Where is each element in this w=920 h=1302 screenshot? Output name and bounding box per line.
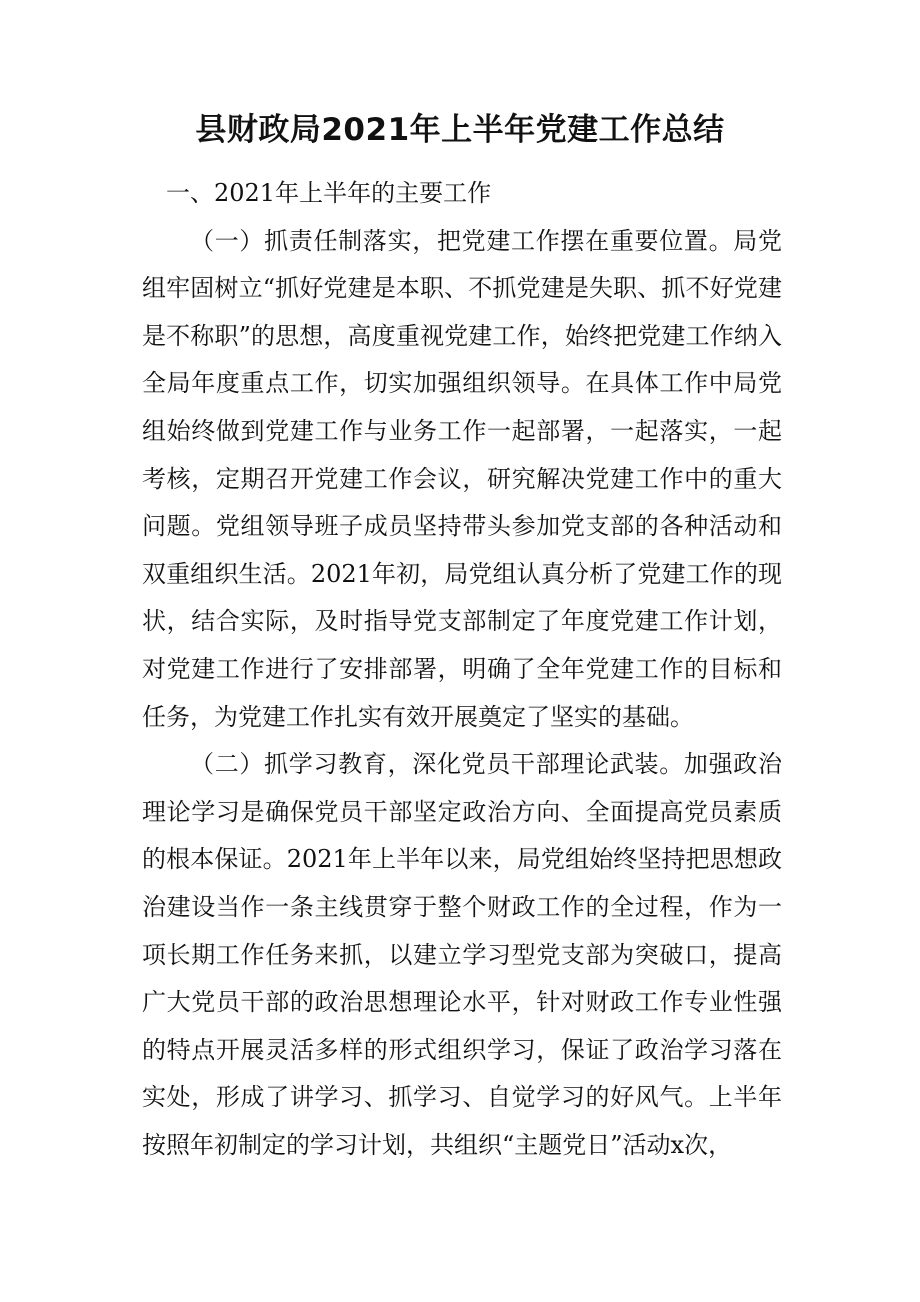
paragraph: （二）抓学习教育，深化党员干部理论武装。加强政治理论学习是确保党员干部坚定政治方向、全面提高党员素质的根本保证。2021年上半年以来，局党组始终坚持把思想政治建设当作一条主线贯穿于整个财政工作的全过程，作为一项长期工作任务来抓，以建立学习型党支部为突破口，提高广大党员干部的政治思想理论水平，针对财政工作专业性强的特点开展灵活多样的形式组织学习，保证了政治学习落在实处，形成了讲学习、抓学习、自觉学习的好风气。上半年按照年初制定的学习计划，共组织“主题党日”活动x次， bbox=[142, 750, 782, 1159]
paragraph: （一）抓责任制落实，把党建工作摆在重要位置。局党组牢固树立“抓好党建是本职、不抓党建是失职、抓不好党建是不称职”的思想，高度重视党建工作，始终把党建工作纳入全局年度重点工作，切实加强组织领导。在具体工作中局党组始终做到党建工作与业务工作一起部署，一起落实，一起考核，定期召开党建工作会议，研究解决党建工作中的重大问题。党组领导班子成员坚持带头参加党支部的各种活动和双重组织生活。2021年初，局党组认真分析了党建工作的现状，结合实际，及时指导党支部制定了年度党建工作计划，对党建工作进行了安排部署，明确了全年党建工作的目标和任务，为党建工作扎实有效开展奠定了坚实的基础。 bbox=[142, 226, 782, 731]
section-heading: 一、2021年上半年的主要工作 bbox=[166, 179, 492, 207]
document-body bbox=[142, 170, 782, 1169]
document-title: 县财政局2021年上半年党建工作总结 bbox=[195, 112, 725, 148]
